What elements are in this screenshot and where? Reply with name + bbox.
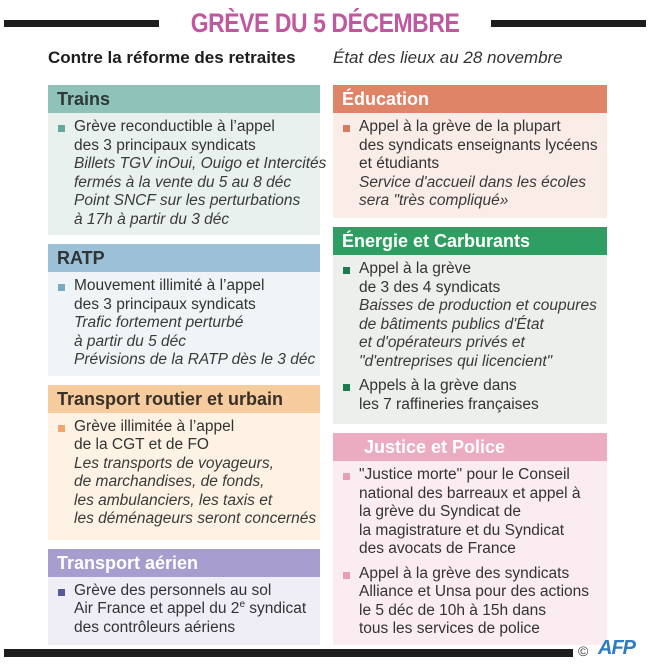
bullet-square-icon <box>58 425 65 432</box>
item-text <box>359 377 539 414</box>
item-note-line: à 17h à partir du 3 déc <box>74 210 230 228</box>
item-line: des avocats de France <box>359 540 516 557</box>
section-energie-carburants <box>333 227 607 424</box>
section-trains <box>48 85 327 235</box>
section-body-trains <box>48 113 327 235</box>
list-item <box>343 118 603 211</box>
item-line: Appel à la grève des syndicats <box>359 564 570 582</box>
item-line: la grève du Syndicat de <box>359 503 521 520</box>
list-item <box>58 418 316 529</box>
item-line: Appel à la grève de la plupart <box>359 118 561 135</box>
section-education <box>333 85 607 218</box>
afp-logo: AFP <box>598 637 635 659</box>
item-line: national des barreaux et appel à <box>359 484 581 502</box>
list-item <box>58 277 316 370</box>
item-line: le 5 déc de 10h à 15h dans <box>359 601 547 619</box>
section-header-justice-police: Justice et Police <box>333 433 607 461</box>
item-note-line: Trafic fortement perturbé <box>74 314 244 331</box>
subtitle-right: État des lieux au 28 novembre <box>333 48 563 67</box>
section-transport-routier <box>48 385 320 540</box>
content-columns <box>48 85 607 654</box>
list-item <box>343 565 603 639</box>
item-line: Grève illimitée à l’appel <box>74 417 235 435</box>
bullet-square-icon <box>343 473 350 480</box>
list-item <box>343 466 603 559</box>
section-header-education: Éducation <box>333 85 607 113</box>
section-body-education <box>333 113 607 218</box>
section-header-energie-carburants: Énergie et Carburants <box>333 227 607 255</box>
item-note-line: sera "très compliqué» <box>359 192 509 209</box>
list-item <box>343 377 603 414</box>
item-text <box>359 260 597 371</box>
item-line: de 3 des 4 syndicats <box>359 278 501 296</box>
bullet-square-icon <box>58 125 65 132</box>
item-text <box>74 418 316 529</box>
title-rule-right <box>491 20 646 27</box>
item-note-line: Baisses de production et coupures <box>359 297 597 314</box>
item-line: et étudiants <box>359 155 440 172</box>
copyright-symbol: © <box>578 643 589 659</box>
column-right <box>333 85 607 654</box>
bullet-square-icon <box>343 572 350 579</box>
item-line: de la CGT et de FO <box>74 436 209 453</box>
title-rule-left <box>4 20 159 27</box>
item-line: "Justice morte" pour le Conseil <box>359 466 570 483</box>
section-header-ratp: RATP <box>48 244 320 272</box>
section-header-transport-aerien: Transport aérien <box>48 549 320 577</box>
section-body-ratp <box>48 272 320 376</box>
item-note-line: Les transports de voyageurs, <box>74 454 274 472</box>
footer-rule <box>4 649 573 657</box>
section-justice-police <box>333 433 607 645</box>
section-header-trains: Trains <box>48 85 320 113</box>
item-note-line: et d'opérateurs privés et <box>359 334 525 351</box>
subtitle-left: Contre la réforme des retraites <box>48 48 296 67</box>
section-body-justice-police <box>333 461 607 645</box>
item-line: Appels à la grève dans <box>359 377 517 394</box>
bullet-square-icon <box>343 267 350 274</box>
section-header-transport-routier: Transport routier et urbain <box>48 385 320 413</box>
item-line: Air France et appel du 2e syndicat <box>74 598 307 617</box>
section-ratp <box>48 244 320 376</box>
item-line: Alliance et Unsa pour des actions <box>359 583 590 600</box>
item-note-line: les ambulanciers, les taxis et <box>74 491 273 509</box>
section-transport-aerien <box>48 549 320 645</box>
item-line: des 3 principaux syndicats <box>74 295 256 313</box>
section-body-transport-aerien <box>48 577 320 645</box>
list-item <box>343 260 603 371</box>
bullet-square-icon <box>343 125 350 132</box>
list-item <box>58 118 327 229</box>
page-title: GRÈVE DU 5 DÉCEMBRE <box>190 8 460 38</box>
item-note-line: "d'entreprises qui licencient" <box>359 352 553 370</box>
item-text <box>359 118 598 211</box>
item-line: la magistrature et du Syndicat <box>359 521 565 539</box>
list-item <box>58 582 316 638</box>
item-note-line: Service d'accueil dans les écoles <box>359 173 586 191</box>
item-line: Mouvement illimité à l’appel <box>74 277 265 294</box>
item-note-line: de bâtiments publics d'État <box>359 315 544 333</box>
item-text <box>74 118 326 229</box>
item-line: Appel à la grève <box>359 260 472 277</box>
column-left <box>48 85 327 654</box>
item-note-line: de marchandises, de fonds, <box>74 473 265 490</box>
item-line: tous les services de police <box>359 620 540 637</box>
section-body-transport-routier <box>48 413 320 540</box>
item-line: des syndicats enseignants lycéens <box>359 136 598 154</box>
item-line: les 7 raffineries françaises <box>359 395 539 413</box>
item-text <box>359 565 589 639</box>
section-body-energie-carburants <box>333 255 607 424</box>
item-line: Grève des personnels au sol <box>74 581 272 599</box>
item-text <box>74 582 306 638</box>
item-line: des contrôleurs aériens <box>74 618 236 636</box>
item-note-line: Billets TGV inOui, Ouigo et Intercités <box>74 155 327 172</box>
item-note-line: fermés à la vente du 5 au 8 déc <box>74 173 292 191</box>
item-note-line: Prévisions de la RATP dès le 3 déc <box>74 351 316 368</box>
item-text <box>74 277 315 370</box>
item-line: des 3 principaux syndicats <box>74 136 256 154</box>
item-note-line: les déménageurs seront concernés <box>74 510 317 527</box>
item-note-line: à partir du 5 déc <box>74 332 187 350</box>
bullet-square-icon <box>343 384 350 391</box>
item-note-line: Point SNCF sur les perturbations <box>74 192 301 209</box>
bullet-square-icon <box>58 284 65 291</box>
bullet-square-icon <box>58 589 65 596</box>
item-line: Grève reconductible à l’appel <box>74 118 275 135</box>
title-bar <box>4 8 646 38</box>
item-text <box>359 466 580 559</box>
